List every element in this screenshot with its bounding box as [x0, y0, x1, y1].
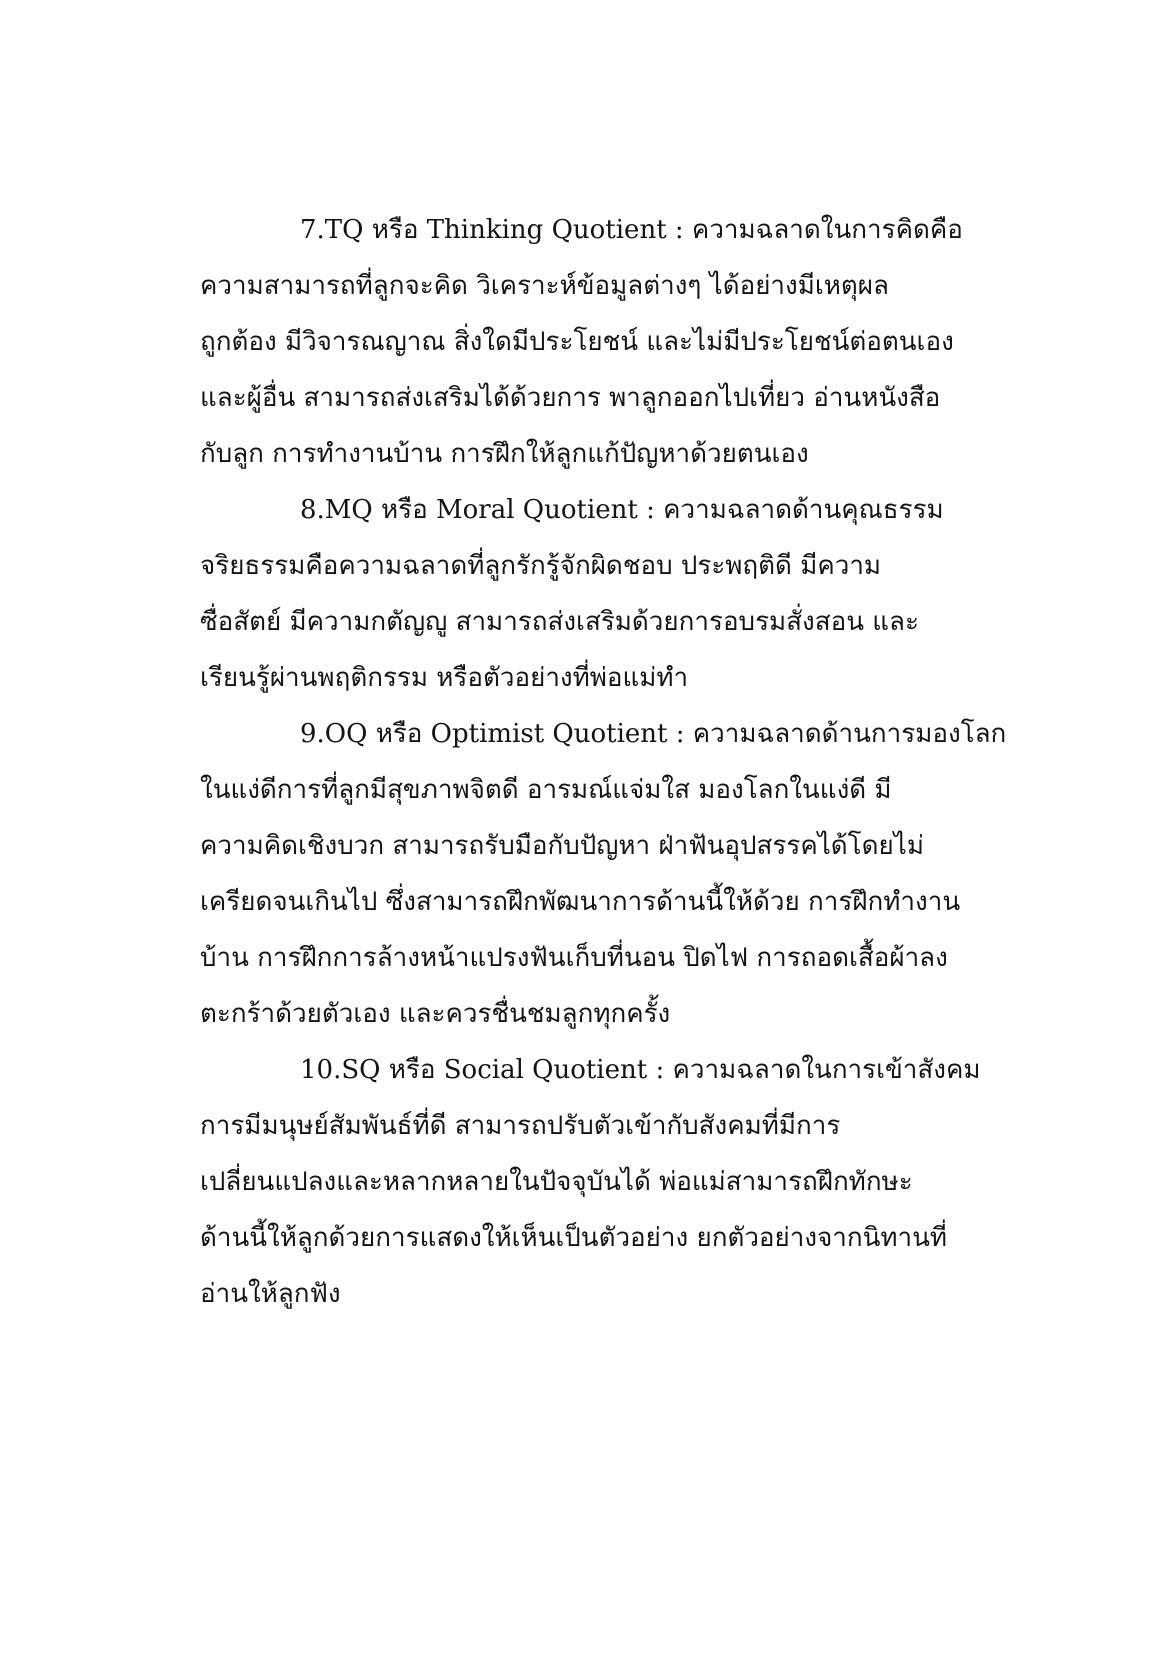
text-line: 8.MQ หรือ Moral Quotient : ความฉลาดด้านคุณธรรม — [300, 495, 944, 525]
text-line: ตะกร้าด้วยตัวเอง และควรชื่นชมลูกทุกครั้ง — [200, 999, 671, 1029]
text-line: จริยธรรมคือความฉลาดที่ลูกรักรู้จักผิดชอบ ประพฤติดี มีความ — [200, 551, 882, 581]
text-line: และผู้อื่น สามารถส่งเสริมได้ด้วยการ พาลูกออกไปเที่ยว อ่านหนังสือ — [200, 383, 941, 413]
text-line: กับลูก การทำงานบ้าน การฝึกให้ลูกแก้ปัญหาด้วยตนเอง — [200, 439, 809, 469]
paragraph-mq — [200, 482, 970, 706]
text-line: ความสามารถที่ลูกจะคิด วิเคราะห์ข้อมูลต่างๆ ได้อย่างมีเหตุผล — [200, 271, 889, 301]
text-line: ถูกต้อง มีวิจารณญาณ สิ่งใดมีประโยชน์ และไม่มีประโยชน์ต่อตนเอง — [200, 327, 954, 357]
text-line: เรียนรู้ผ่านพฤติกรรม หรือตัวอย่างที่พ่อแม่ทำ — [200, 663, 689, 693]
text-line: การมีมนุษย์สัมพันธ์ที่ดี สามารถปรับตัวเข้ากับสังคมที่มีการ — [200, 1111, 841, 1141]
text-line: บ้าน การฝึกการล้างหน้าแปรงฟันเก็บที่นอน ปิดไฟ การถอดเสื้อผ้าลง — [200, 943, 948, 973]
text-line: ซื่อสัตย์ มีความกตัญญู สามารถส่งเสริมด้วยการอบรมสั่งสอน และ — [200, 607, 919, 637]
text-line: เครียดจนเกินไป ซึ่งสามารถฝึกพัฒนาการด้านนี้ให้ด้วย การฝึกทำงาน — [200, 887, 961, 917]
text-line: เปลี่ยนแปลงและหลากหลายในปัจจุบันได้ พ่อแม่สามารถฝึกทักษะ — [200, 1167, 913, 1197]
document-body — [200, 202, 1007, 1322]
text-line: 10.SQ หรือ Social Quotient : ความฉลาดในการเข้าสังคม — [300, 1055, 981, 1085]
text-line: ด้านนี้ให้ลูกด้วยการแสดงให้เห็นเป็นตัวอย่าง ยกตัวอย่างจากนิทานที่ — [200, 1223, 948, 1253]
paragraph-oq — [200, 706, 1007, 1042]
text-line: ความคิดเชิงบวก สามารถรับมือกับปัญหา ฝ่าฟันอุปสรรคได้โดยไม่ — [200, 831, 924, 861]
paragraph-sq — [200, 1042, 981, 1322]
text-line: ในแง่ดีการที่ลูกมีสุขภาพจิตดี อารมณ์แจ่มใส มองโลกในแง่ดี มี — [200, 775, 892, 805]
text-line: 9.OQ หรือ Optimist Quotient : ความฉลาดด้านการมองโลก — [300, 719, 1007, 749]
paragraph-tq — [200, 202, 970, 482]
text-line: อ่านให้ลูกฟัง — [200, 1279, 341, 1309]
text-line: 7.TQ หรือ Thinking Quotient : ความฉลาดในการคิดคือ — [300, 215, 963, 245]
